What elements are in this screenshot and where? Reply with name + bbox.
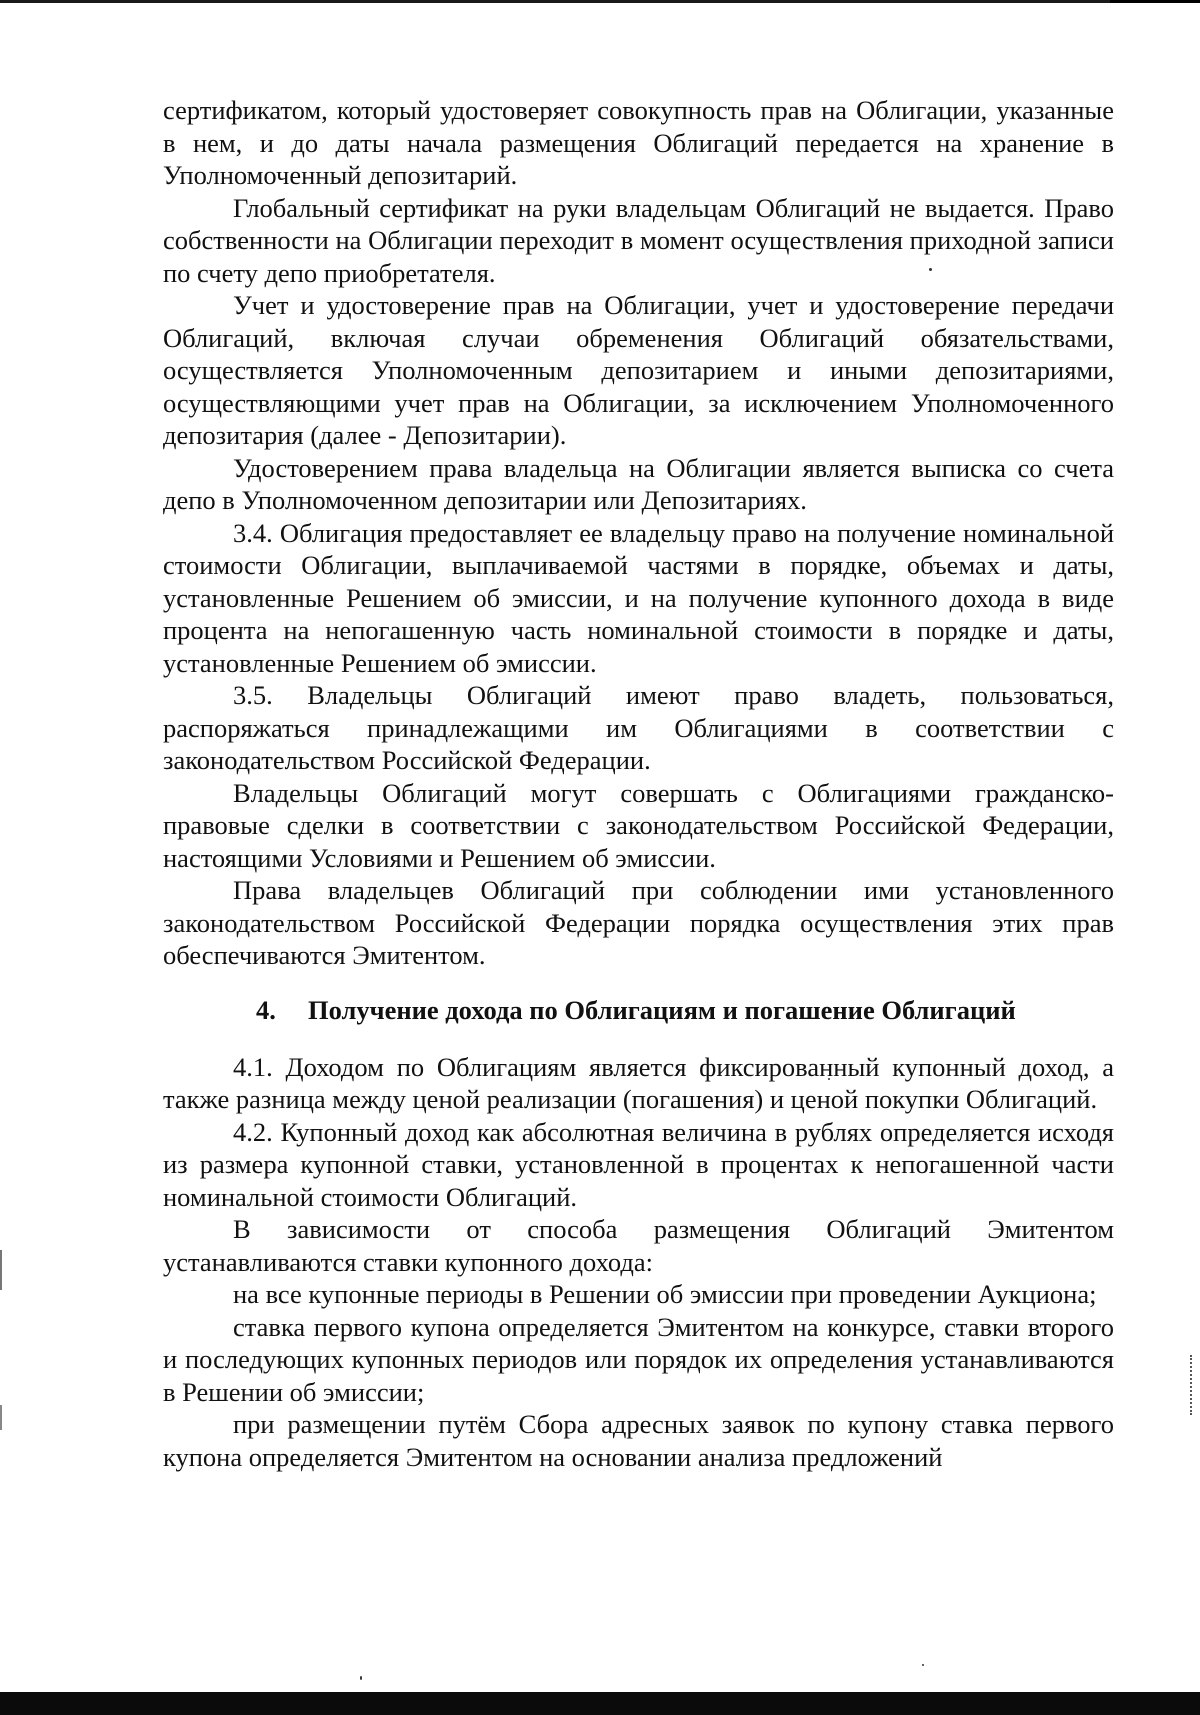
paragraph: 3.4. Облигация предоставляет ее владельцу право на получение номинальной стоимости Облигации, выплачиваемой частями в порядке, объемах и даты, установленные Решением об эмиссии, и на получение купонного дохода в виде процента на непогашенную часть номинальной стоимости в порядке и даты, установленные Решением об эмиссии.: [163, 517, 1114, 678]
paragraph: Права владельцев Облигаций при соблюдении ими установленного законодательством Российской Федерации порядка осуществления этих прав обеспечиваются Эмитентом.: [163, 875, 1114, 970]
paragraph: В зависимости от способа размещения Облигаций Эмитентом устанавливаются ставки купонного дохода:: [163, 1214, 1114, 1277]
document-body: [163, 94, 1114, 1473]
section-heading: [163, 994, 1114, 1027]
paragraph: на все купонные периоды в Решении об эмиссии при проведении Аукциона;: [233, 1279, 1097, 1309]
scan-bottom-border: [0, 1692, 1200, 1715]
scan-speck: [360, 1676, 362, 1680]
scan-left-edge-mark-2: [0, 1405, 2, 1430]
scan-speck: [922, 1664, 924, 1666]
paragraph: Глобальный сертификат на руки владельцам Облигаций не выдается. Право собственности на Облигации переходит в момент осуществления приходной записи по счету депо приобретателя.: [163, 192, 1114, 288]
paragraph: Владельцы Облигаций могут совершать с Облигациями гражданско-правовые сделки в соответствии с законодательством Российской Федерации, настоящими Условиями и Решением об эмиссии.: [163, 777, 1114, 873]
scan-left-edge-mark: [0, 1250, 2, 1290]
scan-top-right-mark: [1110, 0, 1200, 3]
paragraph: 3.5. Владельцы Облигаций имеют право владеть, пользоваться, распоряжаться принадлежащими им Облигациями в соответствии с законодательством Российской Федерации.: [163, 680, 1114, 775]
section-title: Получение дохода по Облигациям и погашение Облигаций: [308, 994, 1016, 1025]
scan-top-border: [0, 0, 1200, 3]
paragraph: 4.1. Доходом по Облигациям является фиксированный купонный доход, а также разница между ценой реализации (погашения) и ценой покупки Облигаций.: [163, 1051, 1114, 1114]
paragraph: ставка первого купона определяется Эмитентом на конкурсе, ставки второго и последующих купонных периодов или порядок их определения устанавливаются в Решении об эмиссии;: [163, 1311, 1114, 1407]
paragraph: при размещении путём Сбора адресных заявок по купону ставка первого купона определяется Эмитентом на основании анализа предложений: [163, 1409, 1114, 1472]
scan-right-edge-ticks: [1190, 1355, 1194, 1415]
paragraph: Удостоверением права владельца на Облигации является выписка со счета депо в Уполномоченном депозитарии или Депозитариях.: [163, 452, 1114, 515]
paragraph: сертификатом, который удостоверяет совокупность прав на Облигации, указанные в нем, и до даты начала размещения Облигаций передается на хранение в Уполномоченный депозитарий.: [163, 95, 1114, 190]
paragraph: Учет и удостоверение прав на Облигации, учет и удостоверение передачи Облигаций, включая случаи обременения Облигаций обязательствами, осуществляется Уполномоченным депозитарием и иными депозитариями, осуществляющими учет прав на Облигации, за исключением Уполномоченного депозитария (далее - Депозитарии).: [163, 290, 1114, 450]
paragraph: 4.2. Купонный доход как абсолютная величина в рублях определяется исходя из размера купонной ставки, установленной в процентах к непогашенной части номинальной стоимости Облигаций.: [163, 1116, 1114, 1212]
section-number: 4.: [256, 994, 276, 1025]
